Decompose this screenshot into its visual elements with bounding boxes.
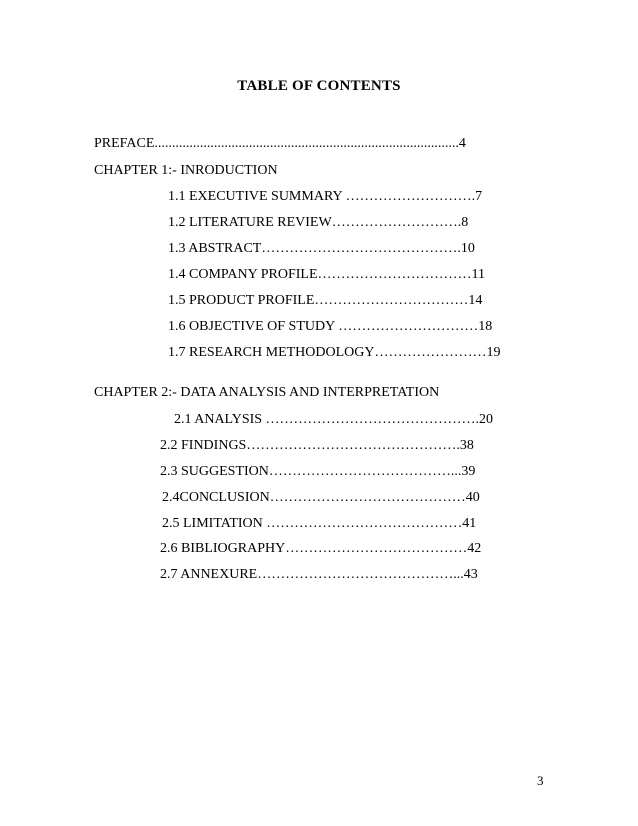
toc-entry-1-6: 1.6 OBJECTIVE OF STUDY …………………………18: [168, 319, 493, 334]
toc-entry-1-4: 1.4 COMPANY PROFILE……………………………11: [168, 267, 485, 282]
toc-entry-1-5: 1.5 PRODUCT PROFILE……………………………14: [168, 293, 483, 308]
toc-entry-2-5: 2.5 LIMITATION ……………………………………41: [162, 516, 477, 531]
toc-entry-1-3: 1.3 ABSTRACT…………………………………….10: [168, 241, 475, 256]
toc-entry-2-7: 2.7 ANNEXURE……………………………………...43: [160, 567, 478, 582]
toc-chapter-2-heading: CHAPTER 2:- DATA ANALYSIS AND INTERPRETATION: [94, 385, 440, 400]
toc-entry-2-1: 2.1 ANALYSIS ……………………………………….20: [174, 412, 494, 427]
toc-entry-2-3: 2.3 SUGGESTION…………………………………...39: [160, 464, 476, 479]
toc-entry-2-4: 2.4CONCLUSION……………………………………40: [162, 490, 480, 505]
toc-entry-preface: PREFACE.......................................................................................4: [94, 136, 466, 151]
toc-entry-1-7: 1.7 RESEARCH METHODOLOGY……………………19: [168, 345, 501, 360]
toc-entry-1-1: 1.1 EXECUTIVE SUMMARY ……………………….7: [168, 189, 483, 204]
page-number: 3: [537, 773, 544, 788]
toc-entry-1-2: 1.2 LITERATURE REVIEW……………………….8: [168, 215, 469, 230]
toc-entry-2-2: 2.2 FINDINGS……………………………………….38: [160, 438, 474, 453]
page-title: TABLE OF CONTENTS: [237, 78, 401, 94]
toc-entry-2-6: 2.6 BIBLIOGRAPHY…………………………………42: [160, 541, 482, 556]
toc-chapter-1-heading: CHAPTER 1:- INRODUCTION: [94, 163, 278, 178]
